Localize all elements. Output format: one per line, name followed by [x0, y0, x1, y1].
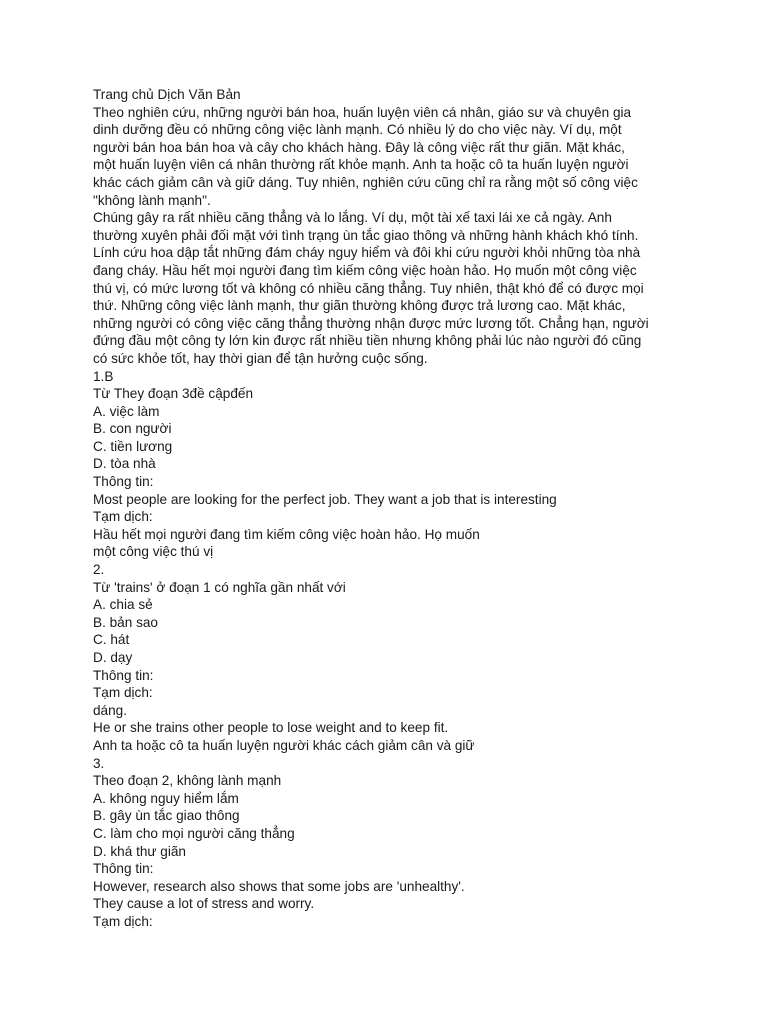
- answer-option: D. khá thư giãn: [93, 843, 186, 859]
- translation-label: Tạm dịch:: [93, 685, 153, 701]
- info-label: Thông tin:: [93, 667, 154, 683]
- passage-line: Theo nghiên cứu, những người bán hoa, huấn luyện viên cá nhân, giáo sư và chuyên gia: [93, 104, 632, 120]
- answer-option: C. làm cho mọi người căng thẳng: [93, 825, 295, 841]
- translation-label: Tạm dịch:: [93, 913, 153, 929]
- answer-option: B. con người: [93, 421, 172, 437]
- question-text: Từ They đoạn 3đề cậpđến: [93, 386, 254, 402]
- question-number: 2.: [93, 562, 105, 578]
- document-body: [93, 86, 683, 931]
- answer-option: A. không nguy hiểm lắm: [93, 790, 239, 806]
- translation-label: Tạm dịch:: [93, 509, 153, 525]
- question-text: Từ 'trains' ở đoạn 1 có nghĩa gần nhất với: [93, 579, 346, 595]
- translation-text: Anh ta hoặc cô ta huấn luyện người khác cách giảm cân và giữ: [93, 737, 475, 753]
- answer-option: D. tòa nhà: [93, 456, 156, 472]
- passage-line: khác cách giảm cân và giữ dáng. Tuy nhiên, nghiên cứu cũng chỉ ra rằng một số công việc: [93, 174, 638, 190]
- passage-line: dinh dưỡng đều có những công việc lành mạnh. Có nhiều lý do cho việc này. Ví dụ, một: [93, 122, 622, 138]
- info-text: Most people are looking for the perfect job. They want a job that is interesting: [93, 491, 557, 507]
- info-label: Thông tin:: [93, 474, 154, 490]
- translation-text: dáng.: [93, 702, 128, 718]
- answer-option: C. tiền lương: [93, 438, 173, 454]
- answer-option: B. bản sao: [93, 614, 158, 630]
- question-number: 1.B: [93, 368, 114, 384]
- passage-line: đứng đầu một công ty lớn kin được rất nhiều tiền nhưng không phải lúc nào người đó cũng: [93, 333, 642, 349]
- info-label: Thông tin:: [93, 861, 154, 877]
- passage-line: "không lành mạnh".: [93, 192, 211, 208]
- answer-option: A. chia sẻ: [93, 597, 153, 613]
- question-text: Theo đoạn 2, không lành mạnh: [93, 773, 282, 789]
- passage-line: những người có công việc căng thẳng thường nhận được mức lương tốt. Chẳng hạn, người: [93, 315, 649, 331]
- passage-line: thứ. Những công việc lành mạnh, thư giãn thường không được trả lương cao. Mặt khác,: [93, 298, 626, 314]
- info-text: He or she trains other people to lose weight and to keep fit.: [93, 720, 449, 736]
- passage-line: có sức khỏe tốt, hay thời gian để tận hưởng cuộc sống.: [93, 350, 428, 366]
- translation-text: Hầu hết mọi người đang tìm kiếm công việc hoàn hảo. Họ muốn: [93, 526, 480, 542]
- answer-option: B. gây ùn tắc giao thông: [93, 808, 240, 824]
- question-number: 3.: [93, 755, 105, 771]
- info-text: They cause a lot of stress and worry.: [93, 896, 315, 912]
- translation-text: một công việc thú vị: [93, 544, 214, 560]
- passage-line: một huấn luyện viên cá nhân thường rất khỏe mạnh. Anh ta hoặc cô ta huấn luyện người: [93, 157, 629, 173]
- passage-line: thường xuyên phải đối mặt với tình trạng ùn tắc giao thông và những hành khách khó tính.: [93, 227, 639, 243]
- answer-option: A. việc làm: [93, 403, 160, 419]
- passage-line: thú vị, có mức lương tốt và không có nhiều căng thẳng. Tuy nhiên, thật khó để có được mọi: [93, 280, 644, 296]
- passage-line: Chúng gây ra rất nhiều căng thẳng và lo lắng. Ví dụ, một tài xế taxi lái xe cả ngày. Anh: [93, 210, 612, 226]
- passage-line: Lính cứu hoa dập tắt những đám cháy nguy hiểm và đôi khi cứu người khỏi những tòa nhà: [93, 245, 641, 261]
- answer-option: C. hát: [93, 632, 130, 648]
- info-text: However, research also shows that some jobs are 'unhealthy'.: [93, 878, 465, 894]
- passage-line: người bán hoa bán hoa và cây cho khách hàng. Đây là công việc rất thư giãn. Mặt khác,: [93, 139, 625, 155]
- doc-header: Trang chủ Dịch Văn Bản: [93, 87, 241, 102]
- answer-option: D. dạy: [93, 650, 133, 665]
- passage-line: đang cháy. Hầu hết mọi người đang tìm kiếm công việc hoàn hảo. Họ muốn một công việc: [93, 262, 637, 278]
